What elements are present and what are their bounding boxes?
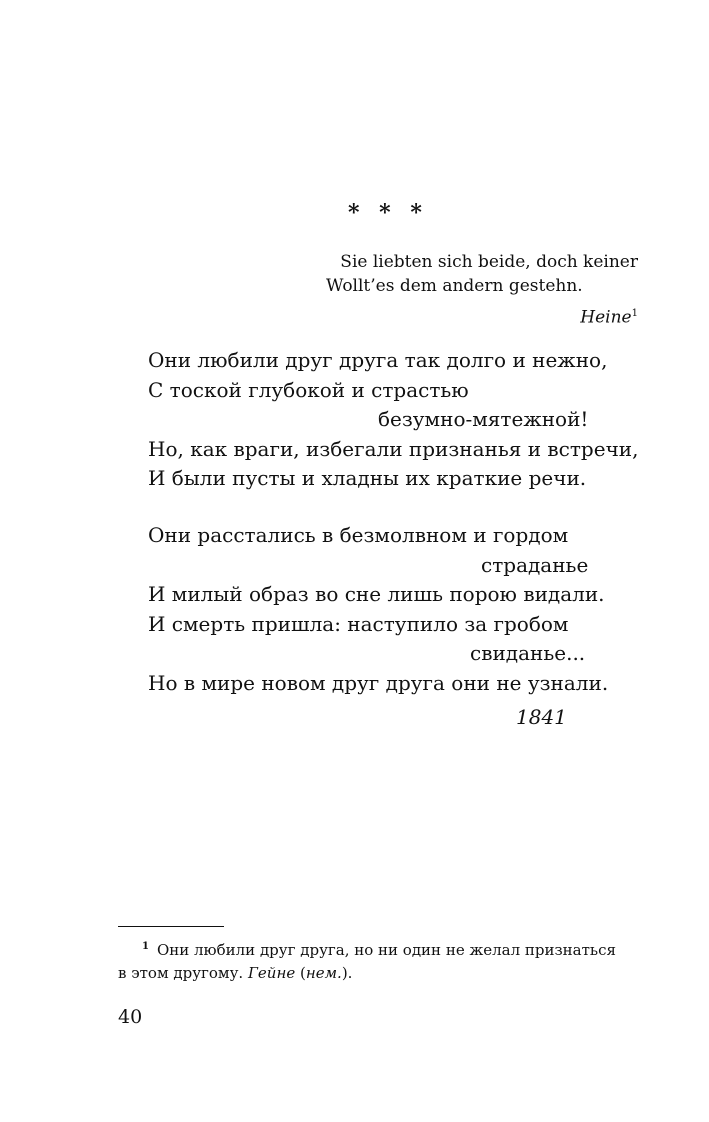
epigraph-author (300, 302, 638, 330)
poem-line: Они расстались в безмолвном и гордом (148, 523, 569, 547)
footnote-text-1: Они любили друг друга, но ни один не желал признаться (156, 941, 616, 959)
footnote-line-2: в этом другому. Гейне (нем.). (118, 964, 353, 982)
poem-line: С тоской глубокой и страстью (148, 377, 469, 402)
epigraph-line-1: Sie liebten sich beide, doch keiner (340, 252, 638, 272)
poem-line: И милый образ во сне лишь порою видали. (148, 582, 605, 606)
footnote-author: Гейне (247, 964, 296, 982)
section-mark: * * * (348, 200, 428, 226)
poem-line-continuation: свиданье... (470, 641, 586, 665)
footnote (118, 935, 638, 985)
footnote-line-1 (118, 935, 638, 962)
stanza-1 (148, 346, 638, 494)
footnote-language: нем. (305, 964, 342, 982)
footnote-text-2: в этом другому. (118, 964, 244, 982)
poem-line-continuation: страданье (481, 552, 589, 577)
footnote-marker: 1 (142, 941, 149, 952)
page-number: 40 (118, 1006, 143, 1028)
poem-line: Но в мире новом друг друга они не узнали. (148, 670, 609, 695)
poem-line-continuation: безумно-мятежной! (378, 407, 589, 431)
footnote-reference: 1 (631, 308, 638, 319)
footnote-divider (118, 926, 224, 927)
epigraph-line-2: Wollt’es dem andern gestehn. (326, 276, 583, 296)
poem-line: И смерть пришла: наступило за гробом (148, 611, 569, 636)
stanza-2 (148, 521, 638, 698)
poem-year: 1841 (516, 705, 567, 729)
epigraph-author-name: Heine (580, 307, 632, 328)
poem-line: Но, как враги, избегали признанья и встречи, (148, 436, 639, 461)
poem-line: Они любили друг друга так долго и нежно, (148, 348, 608, 372)
footnote-closing: . (347, 964, 353, 982)
poem-line: И были пусты и хладны их краткие речи. (148, 466, 587, 490)
epigraph (300, 250, 638, 330)
